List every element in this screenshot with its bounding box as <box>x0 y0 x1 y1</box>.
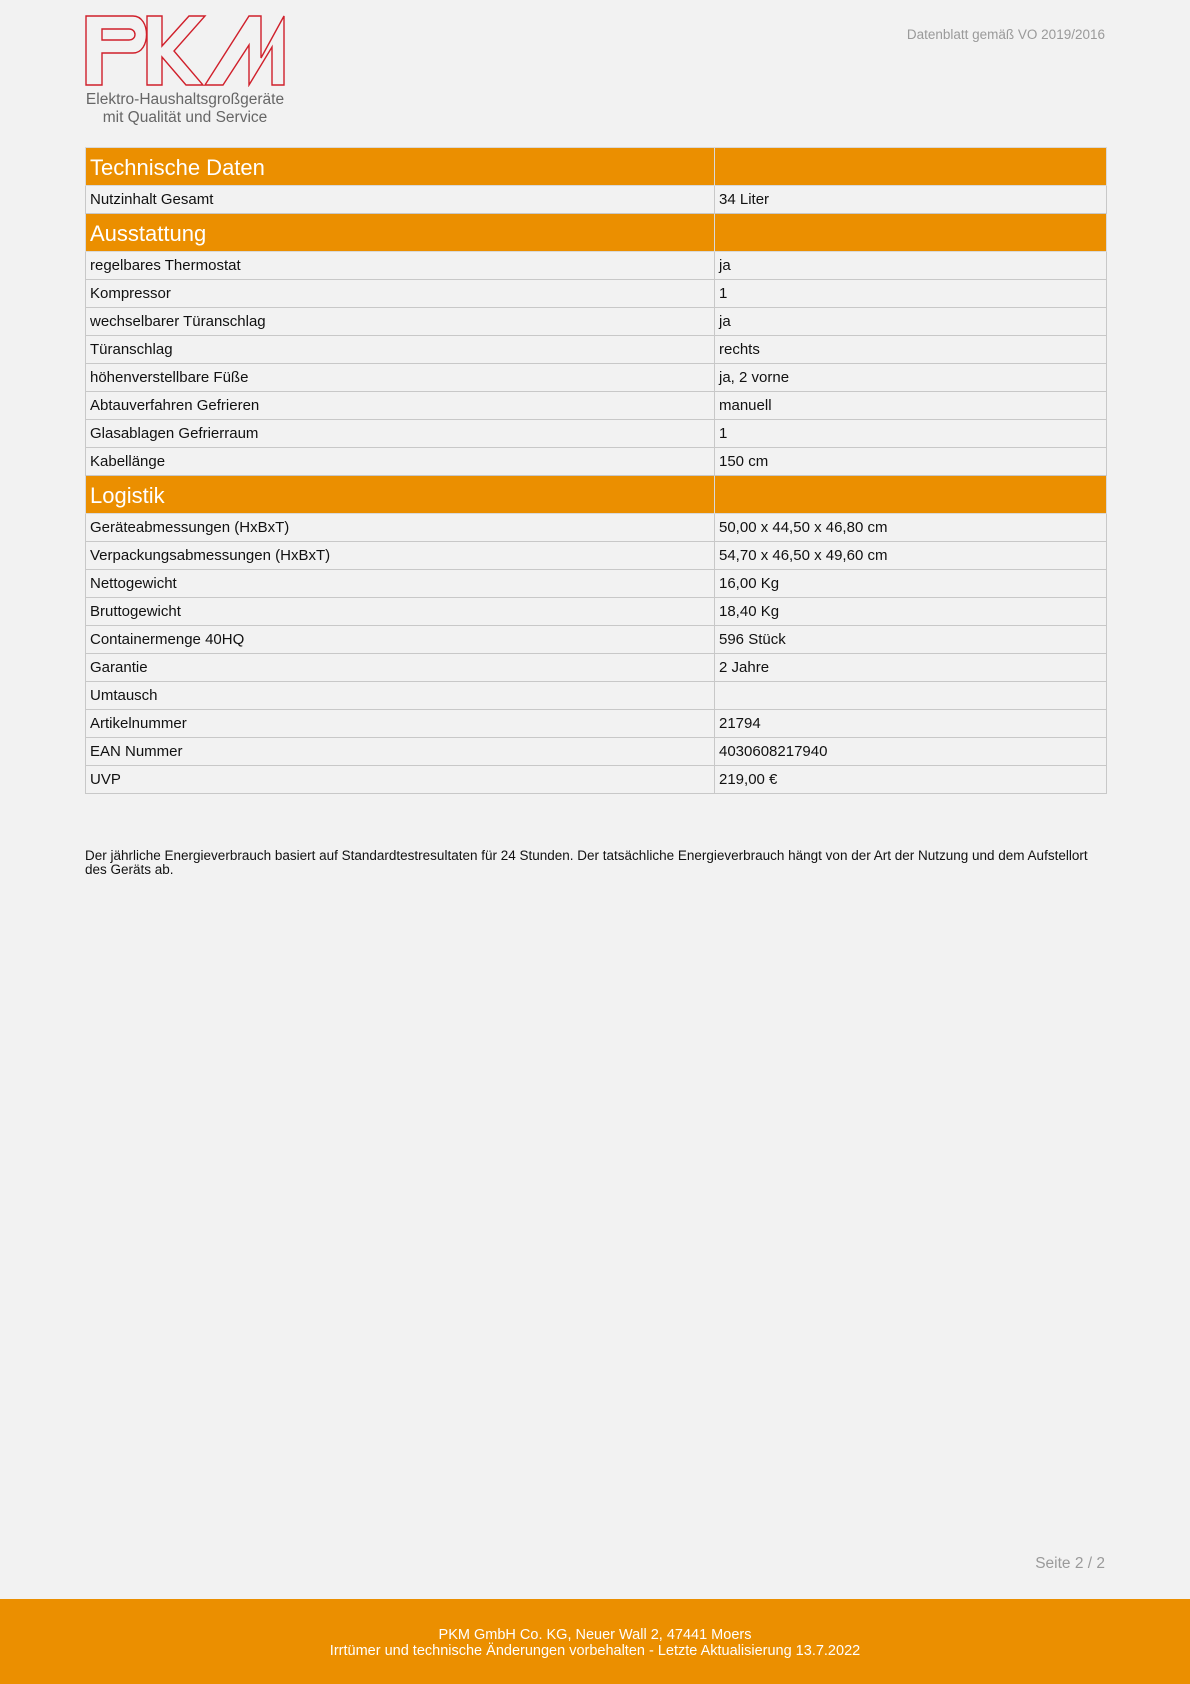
row-value: manuell <box>715 392 1107 420</box>
row-label: Garantie <box>86 654 715 682</box>
table-row <box>86 654 1107 682</box>
energy-note: Der jährliche Energieverbrauch basiert auf Standardtestresultaten für 24 Stunden. Der tatsächliche Energieverbrauch hängt von der Art der Nutzung und dem Aufstellort des Geräts ab. <box>85 848 1088 877</box>
section-header <box>86 476 1107 514</box>
table-row <box>86 308 1107 336</box>
row-value <box>715 682 1107 710</box>
table-row <box>86 280 1107 308</box>
footer-disclaimer: Irrtümer und technische Änderungen vorbehalten - Letzte Aktualisierung 13.7.2022 <box>329 1643 861 1659</box>
table-row <box>86 682 1107 710</box>
row-label: Nettogewicht <box>86 570 715 598</box>
row-label: Türanschlag <box>86 336 715 364</box>
section-header <box>86 148 1107 186</box>
table-row <box>86 186 1107 214</box>
section-header-empty-cell <box>715 214 1107 252</box>
row-label: Kabellänge <box>86 448 715 476</box>
table-row <box>86 626 1107 654</box>
row-value: 596 Stück <box>715 626 1107 654</box>
row-value: 54,70 x 46,50 x 49,60 cm <box>715 542 1107 570</box>
table-row <box>86 542 1107 570</box>
section-title: Technische Daten <box>86 148 715 186</box>
row-label: regelbares Thermostat <box>86 252 715 280</box>
row-label: Artikelnummer <box>86 710 715 738</box>
row-value: 16,00 Kg <box>715 570 1107 598</box>
pkm-logo-mark <box>85 15 285 87</box>
row-value: ja, 2 vorne <box>715 364 1107 392</box>
table-row <box>86 598 1107 626</box>
logo-tagline-line2: mit Qualität und Service <box>102 109 268 126</box>
section-header-empty-cell <box>715 148 1107 186</box>
section-header <box>86 214 1107 252</box>
row-label: Umtausch <box>86 682 715 710</box>
footer-address: PKM GmbH Co. KG, Neuer Wall 2, 47441 Moers <box>438 1627 752 1643</box>
table-row <box>86 570 1107 598</box>
row-label: Verpackungsabmessungen (HxBxT) <box>86 542 715 570</box>
table-row <box>86 738 1107 766</box>
row-value: 1 <box>715 420 1107 448</box>
row-value: ja <box>715 308 1107 336</box>
row-label: Abtauverfahren Gefrieren <box>86 392 715 420</box>
section-title: Ausstattung <box>86 214 715 252</box>
section-title: Logistik <box>86 476 715 514</box>
table-row <box>86 766 1107 794</box>
row-value: 18,40 Kg <box>715 598 1107 626</box>
row-value: 219,00 € <box>715 766 1107 794</box>
row-label: EAN Nummer <box>86 738 715 766</box>
table-row <box>86 252 1107 280</box>
row-label: UVP <box>86 766 715 794</box>
row-label: Bruttogewicht <box>86 598 715 626</box>
row-value: 150 cm <box>715 448 1107 476</box>
table-row <box>86 710 1107 738</box>
table-row <box>86 448 1107 476</box>
row-value: 50,00 x 44,50 x 46,80 cm <box>715 514 1107 542</box>
table-row <box>86 392 1107 420</box>
spec-table <box>85 147 1107 794</box>
row-value: 21794 <box>715 710 1107 738</box>
table-row <box>86 514 1107 542</box>
document-reference: Datenblatt gemäß VO 2019/2016 <box>906 27 1105 42</box>
row-value: rechts <box>715 336 1107 364</box>
row-value: ja <box>715 252 1107 280</box>
row-label: Kompressor <box>86 280 715 308</box>
table-row <box>86 420 1107 448</box>
table-row <box>86 364 1107 392</box>
page-number: Seite 2 / 2 <box>1035 1555 1105 1572</box>
table-row <box>86 336 1107 364</box>
section-header-empty-cell <box>715 476 1107 514</box>
row-label: Geräteabmessungen (HxBxT) <box>86 514 715 542</box>
row-label: Glasablagen Gefrierraum <box>86 420 715 448</box>
row-value: 2 Jahre <box>715 654 1107 682</box>
row-value: 4030608217940 <box>715 738 1107 766</box>
row-value: 1 <box>715 280 1107 308</box>
row-label: Nutzinhalt Gesamt <box>86 186 715 214</box>
row-label: wechselbarer Türanschlag <box>86 308 715 336</box>
company-logo <box>85 15 285 127</box>
row-value: 34 Liter <box>715 186 1107 214</box>
row-label: Containermenge 40HQ <box>86 626 715 654</box>
logo-tagline-line1: Elektro-Haushaltsgroßgeräte <box>85 91 285 108</box>
page-footer <box>0 1599 1190 1684</box>
row-label: höhenverstellbare Füße <box>86 364 715 392</box>
